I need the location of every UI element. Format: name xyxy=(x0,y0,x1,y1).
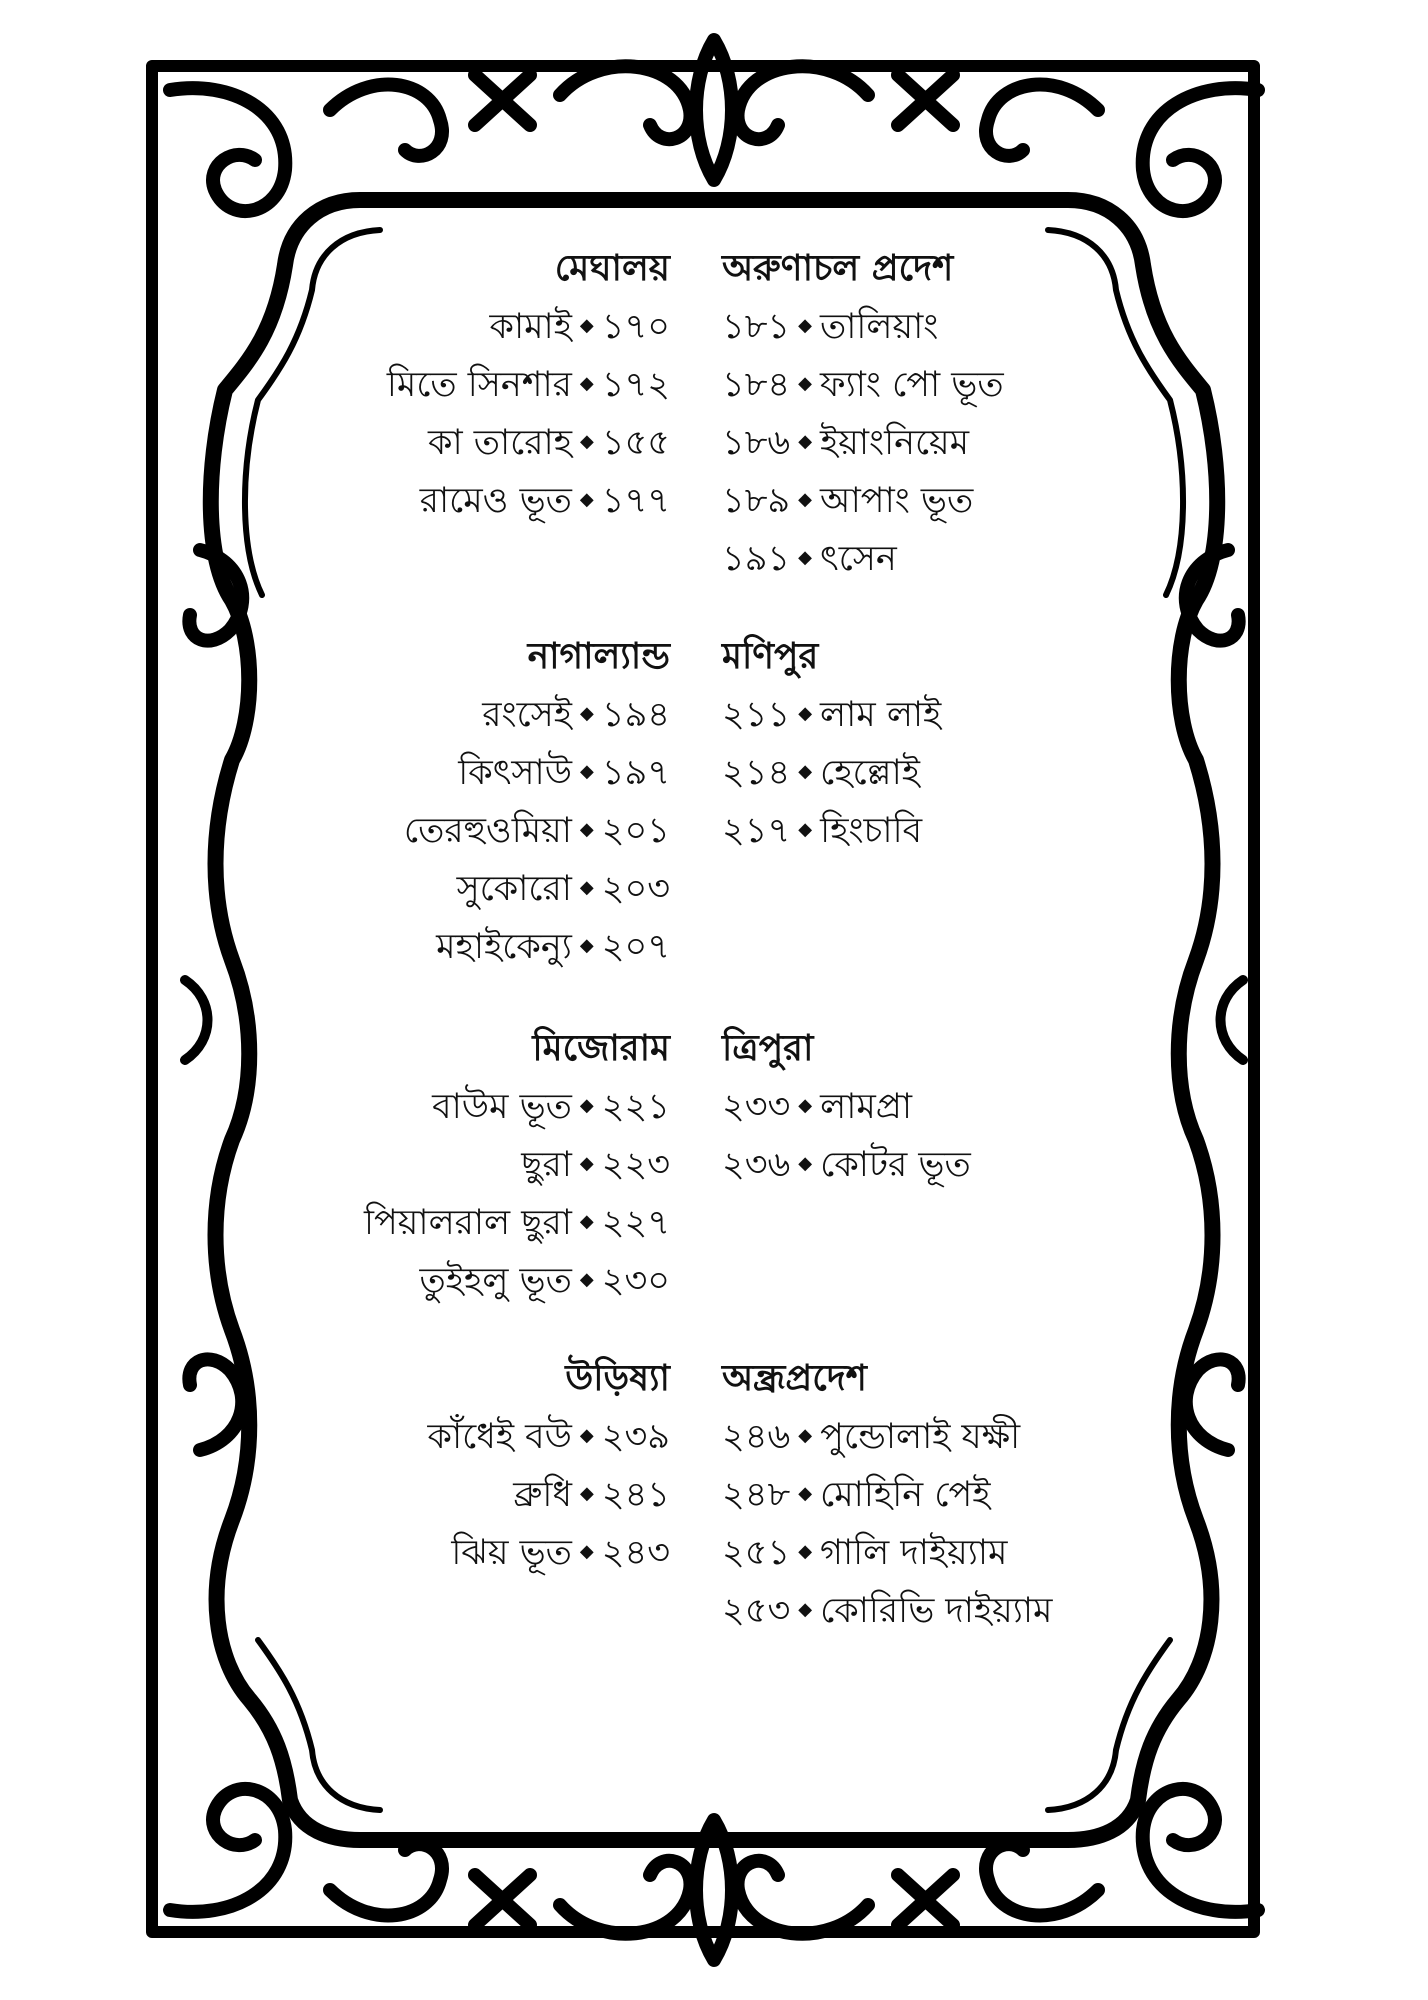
entry-page: ২০৭ xyxy=(601,927,670,967)
toc-entry[interactable] xyxy=(420,476,670,526)
diamond-bullet-icon: ◆ xyxy=(798,1425,813,1446)
entry-page: ২০৩ xyxy=(601,869,670,909)
toc-entry[interactable] xyxy=(722,302,938,352)
diamond-bullet-icon: ◆ xyxy=(580,703,594,724)
diamond-bullet-icon: ◆ xyxy=(798,703,813,724)
entry-name: ৎসেন xyxy=(819,539,897,579)
toc-entry[interactable] xyxy=(457,864,670,914)
entry-name: ফ্যাং পো ভূত xyxy=(819,365,1004,405)
diamond-bullet-icon: ◆ xyxy=(579,819,594,840)
entry-page: ২৫১ xyxy=(722,1533,791,1573)
diamond-bullet-icon: ◆ xyxy=(579,1541,594,1562)
entry-name: আপাং ভূত xyxy=(819,481,974,521)
diamond-bullet-icon: ◆ xyxy=(798,431,813,452)
toc-entry[interactable] xyxy=(722,476,973,526)
toc-entry[interactable] xyxy=(428,418,670,468)
toc-entry[interactable] xyxy=(722,418,969,468)
entry-name: পিয়ালরাল ছুরা xyxy=(364,1203,572,1243)
entry-page: ১৮৯ xyxy=(722,481,791,521)
entry-name: রামেও ভূত xyxy=(419,481,572,521)
entry-page: ২৩৩ xyxy=(722,1087,791,1127)
diamond-bullet-icon: ◆ xyxy=(798,1599,813,1620)
entry-name: হিংচাবি xyxy=(820,811,923,851)
diamond-bullet-icon: ◆ xyxy=(579,761,594,782)
toc-entry[interactable] xyxy=(722,690,941,740)
diamond-bullet-icon: ◆ xyxy=(579,1269,594,1290)
entry-name: বাউম ভূত xyxy=(432,1087,572,1127)
diamond-bullet-icon: ◆ xyxy=(579,489,594,510)
state-heading-manipur: মণিপুর xyxy=(722,636,819,677)
toc-entry[interactable] xyxy=(722,534,897,584)
toc-entry[interactable] xyxy=(419,1256,670,1306)
entry-name: মিতে সিনশার xyxy=(386,365,572,405)
entry-page: ২০১ xyxy=(601,811,670,851)
entry-name: কোরিভি দাইয়্যাম xyxy=(820,1591,1053,1631)
toc-entry[interactable] xyxy=(387,360,670,410)
toc-entry[interactable] xyxy=(451,1528,670,1578)
diamond-bullet-icon: ◆ xyxy=(798,373,812,394)
toc-entry[interactable] xyxy=(364,1198,670,1248)
toc-entry[interactable] xyxy=(722,1470,990,1520)
diamond-bullet-icon: ◆ xyxy=(798,1153,813,1174)
toc-entry[interactable] xyxy=(722,748,920,798)
entry-name: সুকোরো xyxy=(456,869,572,909)
entry-page: ২২৩ xyxy=(601,1145,670,1185)
entry-page: ২৩০ xyxy=(601,1261,670,1301)
diamond-bullet-icon: ◆ xyxy=(580,431,594,452)
entry-page: ২১৭ xyxy=(722,811,791,851)
entry-page: ১৮৬ xyxy=(722,423,791,463)
entry-page: ১৭২ xyxy=(601,365,670,405)
entry-page: ২৫৩ xyxy=(722,1591,791,1631)
entry-page: ১৯১ xyxy=(722,539,791,579)
diamond-bullet-icon: ◆ xyxy=(798,819,813,840)
entry-name: পুন্ডোলাই যক্ষী xyxy=(820,1417,1021,1457)
entry-name: তুইহলু ভূত xyxy=(419,1261,572,1301)
toc-entry[interactable] xyxy=(428,1412,670,1462)
toc-entry[interactable] xyxy=(482,690,670,740)
toc-entry[interactable] xyxy=(436,922,670,972)
entry-name: কামাই xyxy=(489,307,572,347)
diamond-bullet-icon: ◆ xyxy=(798,1095,813,1116)
entry-page: ১৯৪ xyxy=(601,695,670,735)
toc-entry[interactable] xyxy=(513,1470,670,1520)
diamond-bullet-icon: ◆ xyxy=(798,547,812,568)
state-heading-andhra-pradesh: অন্ধ্রপ্রদেশ xyxy=(722,1358,867,1399)
entry-page: ২২১ xyxy=(601,1087,670,1127)
toc-entry[interactable] xyxy=(521,1140,670,1190)
diamond-bullet-icon: ◆ xyxy=(798,1541,813,1562)
toc-entry[interactable] xyxy=(722,1528,1007,1578)
entry-name: গালি দাইয়্যাম xyxy=(820,1533,1008,1573)
entry-page: ২৪৬ xyxy=(722,1417,791,1457)
state-heading-tripura: ত্রিপুরা xyxy=(722,1028,814,1069)
diamond-bullet-icon: ◆ xyxy=(579,1211,594,1232)
entry-page: ২২৭ xyxy=(601,1203,670,1243)
entry-name: কিৎসাউ xyxy=(458,753,572,793)
entry-name: কা তারোহ xyxy=(427,423,573,463)
entry-page: ১৭০ xyxy=(601,307,670,347)
diamond-bullet-icon: ◆ xyxy=(579,877,594,898)
entry-name: মহাইকেন্যু xyxy=(436,927,572,967)
diamond-bullet-icon: ◆ xyxy=(579,315,594,336)
entry-name: ঝিয় ভূত xyxy=(451,1533,572,1573)
entry-page: ২১৪ xyxy=(722,753,791,793)
state-heading-arunachal-pradesh: অরুণাচল প্রদেশ xyxy=(722,248,954,289)
entry-page: ২৪৮ xyxy=(722,1475,791,1515)
entry-name: হেল্লোই xyxy=(820,753,920,793)
entry-page: ২৪১ xyxy=(601,1475,670,1515)
diamond-bullet-icon: ◆ xyxy=(798,1483,813,1504)
entry-name: লাম লাই xyxy=(820,695,942,735)
entry-name: তেরহুওমিয়া xyxy=(403,811,572,851)
toc-entry[interactable] xyxy=(722,1586,1053,1636)
entry-page: ১৫৫ xyxy=(601,423,670,463)
entry-name: রংসেই xyxy=(482,695,573,735)
toc-entry[interactable] xyxy=(722,360,1004,410)
state-heading-odisha: উড়িষ্যা xyxy=(565,1358,670,1399)
state-heading-nagaland: নাগাল্যান্ড xyxy=(527,636,670,677)
toc-entry[interactable] xyxy=(722,1082,912,1132)
entry-page: ১৯৭ xyxy=(601,753,670,793)
diamond-bullet-icon: ◆ xyxy=(579,373,594,394)
entry-page: ১৮৪ xyxy=(722,365,791,405)
entry-name: ছুরা xyxy=(521,1145,572,1185)
diamond-bullet-icon: ◆ xyxy=(579,1095,594,1116)
toc-entry[interactable] xyxy=(722,806,922,856)
entry-name: ইয়াংনিয়েম xyxy=(820,423,970,463)
toc-entry[interactable] xyxy=(722,1140,971,1190)
entry-page: ২৩৯ xyxy=(601,1417,670,1457)
diamond-bullet-icon: ◆ xyxy=(579,1483,594,1504)
entry-page: ২৪৩ xyxy=(601,1533,670,1573)
entry-page: ২৩৬ xyxy=(722,1145,791,1185)
diamond-bullet-icon: ◆ xyxy=(579,935,594,956)
toc-entry[interactable] xyxy=(432,1082,670,1132)
entry-name: মোহিনি পেই xyxy=(820,1475,991,1515)
diamond-bullet-icon: ◆ xyxy=(798,315,812,336)
toc-entry[interactable] xyxy=(489,302,670,352)
entry-name: ব্রুধি xyxy=(513,1475,572,1515)
toc-entry[interactable] xyxy=(458,748,670,798)
entry-name: কোটর ভূত xyxy=(820,1145,971,1185)
toc-entry[interactable] xyxy=(404,806,670,856)
diamond-bullet-icon: ◆ xyxy=(798,761,813,782)
state-heading-meghalaya: মেঘালয় xyxy=(554,248,670,289)
toc-entry[interactable] xyxy=(722,1412,1020,1462)
state-heading-mizoram: মিজোরাম xyxy=(532,1028,670,1069)
diamond-bullet-icon: ◆ xyxy=(579,1153,594,1174)
entry-page: ১৭৭ xyxy=(601,481,670,521)
entry-page: ১৮১ xyxy=(722,307,791,347)
entry-page: ২১১ xyxy=(722,695,791,735)
diamond-bullet-icon: ◆ xyxy=(579,1425,594,1446)
entry-name: লামপ্রা xyxy=(820,1087,913,1127)
entry-name: তালিয়াং xyxy=(819,307,939,347)
entry-name: কাঁধেই বউ xyxy=(427,1417,572,1457)
diamond-bullet-icon: ◆ xyxy=(798,489,812,510)
